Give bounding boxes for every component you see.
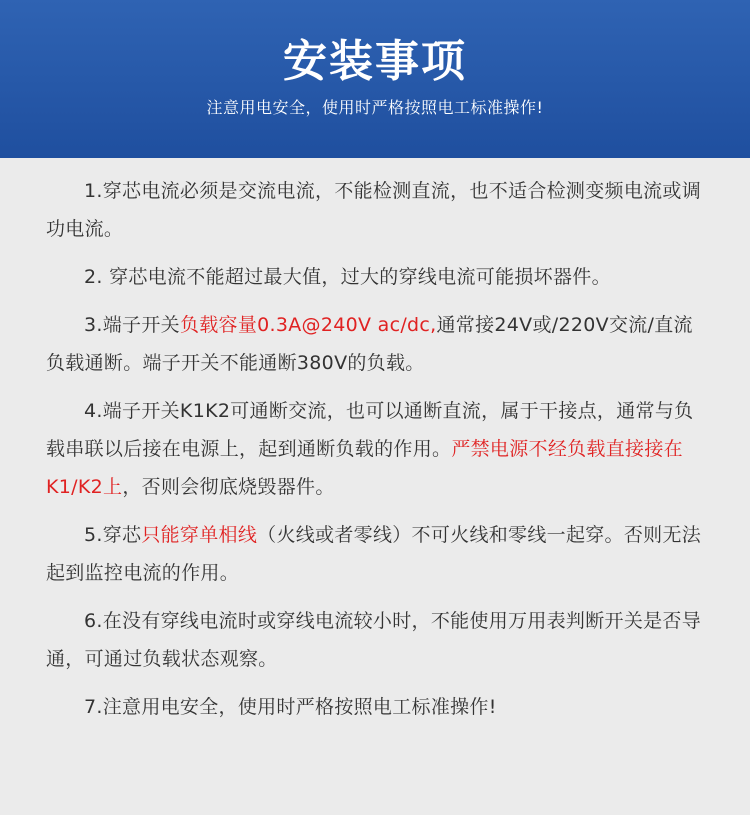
instruction-item-7 <box>46 688 712 726</box>
instruction-item-1 <box>46 172 712 248</box>
instruction-item-3 <box>46 306 712 382</box>
warning-highlight: 只能穿单相线 <box>141 524 258 546</box>
instruction-text: 3.端子开关 <box>84 314 180 336</box>
instruction-text: （火线或者零线）不可火线和零线一起穿。否则无法起到监控电流的作用。 <box>46 524 702 584</box>
instruction-text: 7.注意用电安全，使用时严格按照电工标准操作! <box>84 696 497 718</box>
instruction-item-6 <box>46 602 712 678</box>
instruction-text: 4.端子开关K1K2可通断交流，也可以通断直流，属于干接点，通常与负载串联以后接在电源上，起到通断负载的作用。 <box>46 400 694 460</box>
instruction-text: 1.穿芯电流必须是交流电流，不能检测直流，也不适合检测变频电流或调功电流。 <box>46 180 702 240</box>
instruction-item-5 <box>46 516 712 592</box>
instruction-text: ，否则会彻底烧毁器件。 <box>122 476 335 498</box>
warning-highlight: 负载容量0.3A@240V ac/dc, <box>179 314 437 336</box>
page-subtitle: 注意用电安全，使用时严格按照电工标准操作! <box>206 98 544 117</box>
instruction-item-4 <box>46 392 712 506</box>
page-title: 安装事项 <box>283 36 467 87</box>
instruction-text: 6.在没有穿线电流时或穿线电流较小时，不能使用万用表判断开关是否导通，可通过负载状态观察。 <box>46 610 702 670</box>
instruction-item-2 <box>46 258 712 296</box>
warning-highlight: 严禁电源不经负载直接接在K1/K2上 <box>46 438 683 498</box>
instruction-text: 2. 穿芯电流不能超过最大值，过大的穿线电流可能损坏器件。 <box>84 266 611 288</box>
instruction-text: 5.穿芯 <box>84 524 142 546</box>
instruction-text: 通常接24V或/220V交流/直流负载通断。端子开关不能通断380V的负载。 <box>46 314 693 374</box>
